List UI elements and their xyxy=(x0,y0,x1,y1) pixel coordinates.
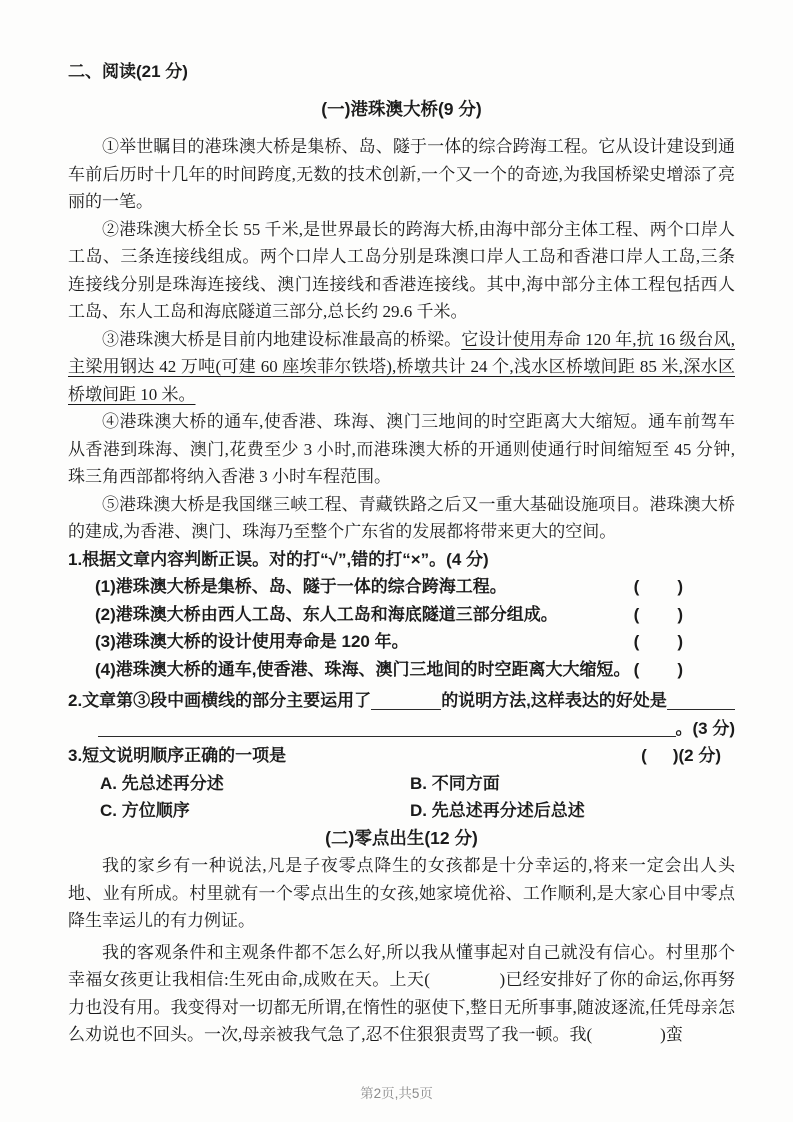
question-3-score: (2 分) xyxy=(678,746,721,765)
passage-1-paragraph-2: ②港珠澳大桥全长 55 千米,是世界最长的跨海大桥,由海中部分主体工程、两个口岸人工岛、三条连接线组成。两个口岸人工岛分别是珠澳口岸人工岛和香港口岸人工岛,三条连接线分别是珠海连接线、澳门连接线和香港连接线。其中,海中部分主体工程包括西人工岛、东人工岛和海底隧道三部分,总长约 29.6 千米。 xyxy=(68,219,735,321)
close-paren: ) xyxy=(672,746,679,765)
fill-in-blank-line-long xyxy=(98,722,676,737)
passage-1-title: (一)港珠澳大桥(9 分) xyxy=(321,98,482,119)
answer-bracket xyxy=(634,601,683,629)
judgment-item-3-text: (3)港珠澳大桥的设计使用寿命是 120 年。 xyxy=(95,632,409,651)
question-2-mid: 的说明方法,这样表达的好处是 xyxy=(441,691,667,710)
close-paren: ) xyxy=(677,632,683,651)
open-paren: ( xyxy=(633,577,640,596)
answer-bracket xyxy=(634,656,683,684)
answer-bracket xyxy=(634,628,683,656)
judgment-item-4 xyxy=(68,656,735,684)
paragraph-3-lead: ③港珠澳大桥是目前内地建设标准最高的桥梁。 xyxy=(102,329,462,349)
judgment-item-1 xyxy=(68,573,735,601)
option-c: C. 方位顺序 xyxy=(100,801,190,820)
question-2-line-2 xyxy=(68,715,735,743)
option-a: A. 先总述再分述 xyxy=(100,773,224,793)
fill-in-blank-line xyxy=(371,695,441,710)
question-1-stem: 1.根据文章内容判断正误。对的打“√”,错的打“×”。(4 分) xyxy=(68,549,489,569)
paragraph-3-underlined-text: 它设计使用寿命 120 年,抗 16 级台风,主梁用钢达 42 万吨(可建 60 座埃菲尔铁塔),桥墩共计 24 个,浅水区桥墩间距 85 米,深水区桥墩间距 10 米。 xyxy=(68,329,736,404)
passage-2-title: (二)零点出生(12 分) xyxy=(325,827,478,848)
judgment-item-1-text: (1)港珠澳大桥是集桥、岛、隧于一体的综合跨海工程。 xyxy=(95,577,507,596)
passage-1-paragraph-3 xyxy=(68,326,735,409)
question-2 xyxy=(68,687,735,742)
passage-2-paragraph-1: 我的家乡有一种说法,凡是子夜零点降生的女孩都是十分幸运的,将来一定会出人头地、业有所成。村里就有一个零点出生的女孩,她家境优裕、工作顺利,是大家心目中零点降生幸运儿的有力例证。 xyxy=(68,856,735,930)
answer-bracket xyxy=(641,742,678,770)
close-paren: ) xyxy=(677,577,683,596)
question-2-score: 。(3 分) xyxy=(675,718,735,738)
option-b: B. 不同方面 xyxy=(410,773,500,793)
judgment-item-4-text: (4)港珠澳大桥的通车,使香港、珠海、澳门三地间的时空距离大大缩短。 xyxy=(95,659,631,679)
passage-1-paragraph-5: ⑤港珠澳大桥是我国继三峡工程、青藏铁路之后又一重大基础设施项目。港珠澳大桥的建成,为香港、澳门、珠海乃至整个广东省的发展都将带来更大的空间。 xyxy=(68,494,735,541)
open-paren: ( xyxy=(641,746,647,765)
question-3 xyxy=(68,742,735,825)
option-d: D. 先总述再分述后总述 xyxy=(410,801,585,820)
passage-1-paragraph-4: ④港珠澳大桥的通车,使香港、珠海、澳门三地间的时空距离大大缩短。通车前驾车从香港到珠海、澳门,花费至少 3 小时,而港珠澳大桥的开通则使通行时间缩短至 45 分钟,珠三角西部都将纳入香港 3 小时车程范围。 xyxy=(68,412,735,486)
judgment-item-2 xyxy=(68,601,735,629)
close-paren: ) xyxy=(677,659,683,679)
page-footer: 第2页,共5页 xyxy=(360,1086,433,1101)
question-2-line-1 xyxy=(68,687,735,715)
question-1 xyxy=(68,546,735,684)
section-heading: 二、阅读(21 分) xyxy=(68,62,188,81)
close-paren: ) xyxy=(677,604,683,624)
exam-page-content xyxy=(68,58,735,1049)
question-3-options xyxy=(68,770,735,825)
question-3-stem-row xyxy=(68,742,735,770)
open-paren: ( xyxy=(633,632,640,651)
answer-bracket xyxy=(634,573,683,601)
question-3-stem: 3.短文说明顺序正确的一项是 xyxy=(68,746,287,765)
judgment-item-3 xyxy=(68,628,735,656)
open-paren: ( xyxy=(633,604,640,624)
passage-2-paragraph-2: 我的客观条件和主观条件都不怎么好,所以我从懂事起对自己就没有信心。村里那个幸福女孩更让我相信:生死由命,成败在天。上天( )已经安排好了你的命运,你再努力也没有用。我变得对一切都无所谓,在惰性的驱使下,整日无所事事,随波逐流,任凭母亲怎么劝说也不回头。一次,母亲被我气急了,忍不住狠狠责骂了我一顿。我( )蛮 xyxy=(68,942,735,1044)
open-paren: ( xyxy=(633,659,640,679)
passage-1-paragraph-1: ①举世瞩目的港珠澳大桥是集桥、岛、隧于一体的综合跨海工程。它从设计建设到通车前后历时十几年的时间跨度,无数的技术创新,一个又一个的奇迹,为我国桥梁史增添了亮丽的一笔。 xyxy=(68,137,735,211)
question-2-lead: 2.文章第③段中画横线的部分主要运用了 xyxy=(68,691,372,710)
fill-in-blank-line xyxy=(667,695,735,710)
judgment-item-2-text: (2)港珠澳大桥由西人工岛、东人工岛和海底隧道三部分组成。 xyxy=(95,604,558,624)
